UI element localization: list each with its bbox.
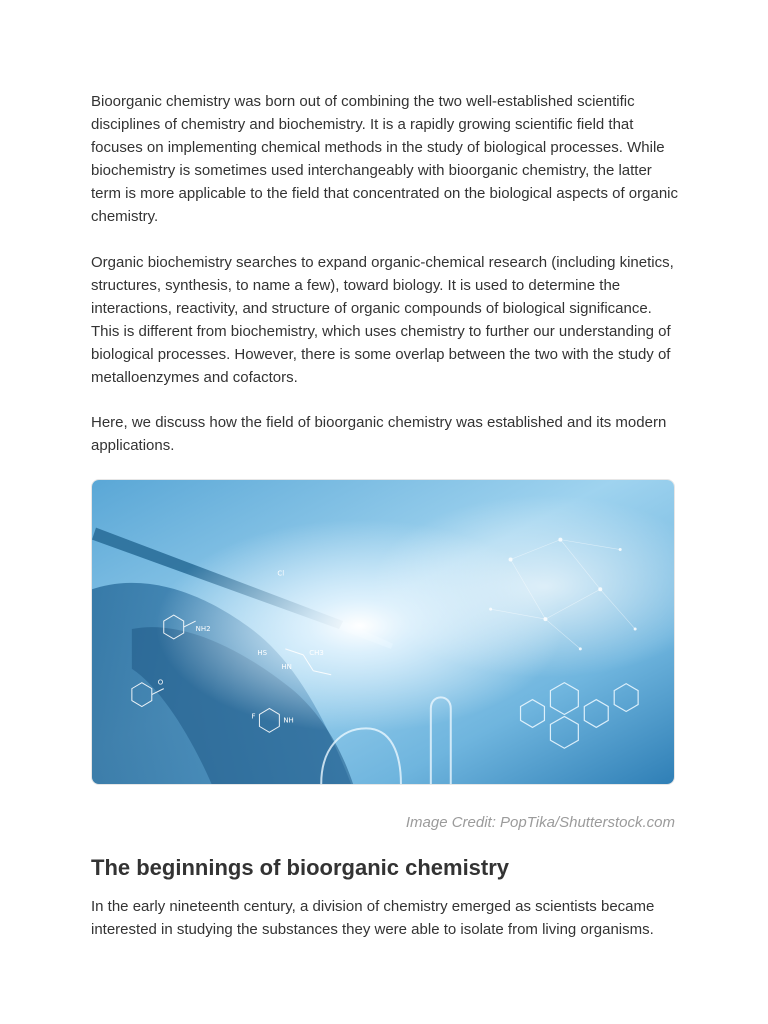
image-credit: Image Credit: PopTika/Shutterstock.com <box>405 814 675 832</box>
molecule-label-f: F <box>251 712 256 721</box>
molecule-label-nh2: NH2 <box>195 625 211 634</box>
hero-image <box>91 479 675 785</box>
molecule-label-nh: NH <box>283 716 294 725</box>
section-paragraph: In the early nineteenth century, a division of chemistry emerged as scientists became interested in studying the substances they were able to isolate from living organisms. <box>91 898 655 939</box>
molecule-label-cl: Cl <box>277 569 285 578</box>
intro-paragraph-3: Here, we discuss how the field of bioorganic chemistry was established and its modern applications. <box>91 414 667 455</box>
molecule-label-ch3: CH3 <box>309 649 324 658</box>
article <box>91 90 683 942</box>
lab-pipette-illustration <box>92 480 674 784</box>
molecule-label-hs: HS <box>257 649 268 658</box>
molecule-label-o: O <box>157 678 164 687</box>
molecule-label-hn: HN <box>281 663 292 672</box>
intro-paragraph-2: Organic biochemistry searches to expand organic-chemical research (including kinetics, structures, synthesis, to name a few), toward biology. It is used to determine the interactions, reactivity, and structure of organic compounds of biological significance. This is different from biochemistry, which uses chemistry to further our understanding of biological processes. However, there is some overlap between the two with the study of metalloenzymes and cofactors. <box>91 253 674 387</box>
intro-paragraph-1: Bioorganic chemistry was born out of combining the two well-established scientific disciplines of chemistry and biochemistry. It is a rapidly growing scientific field that focuses on implementing chemical methods in the study of biological processes. While biochemistry is sometimes used interchangeably with bioorganic chemistry, the latter term is more applicable to the field that concentrated on the biological aspects of organic chemistry. <box>91 93 679 226</box>
article-figure <box>91 479 683 833</box>
section-heading: The beginnings of bioorganic chemistry <box>91 855 510 881</box>
